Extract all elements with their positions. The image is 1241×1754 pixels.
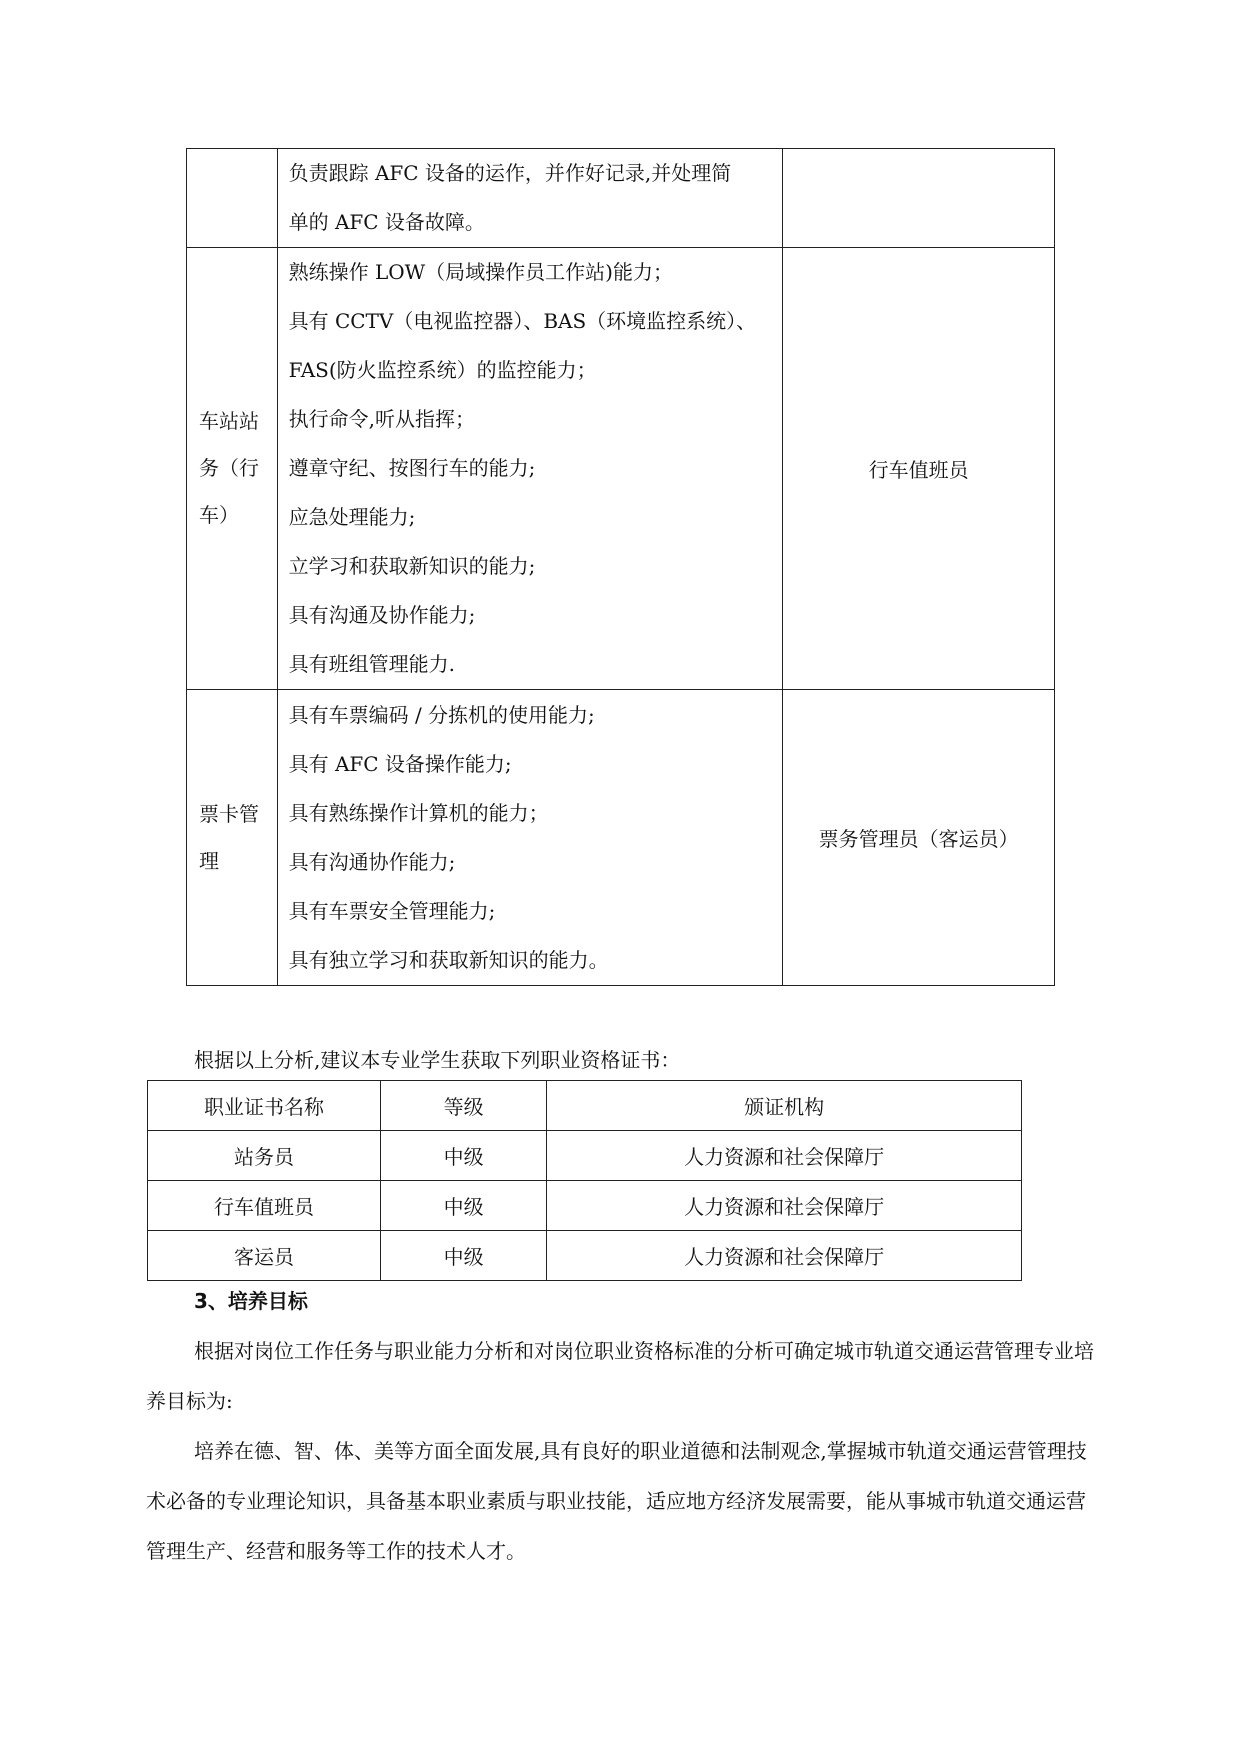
ability-line: 具有 AFC 设备操作能力; [288,751,512,776]
ability-line: 具有 CCTV（电视监控器）、BAS（环境监控系统）、 [288,309,757,333]
ability-line: 具有沟通协作能力; [288,849,456,874]
ability-line: 负责跟踪 AFC 设备的运作，并作好记录,并处理简 [288,161,732,185]
ability-line: 具有车票编码 / 分拣机的使用能力; [288,702,595,727]
ability-line: 执行命令,听从指挥； [288,407,475,431]
job-title: 票务管理员（客运员） [818,827,1019,851]
ability-line: 立学习和获取新知识的能力; [288,554,536,578]
ability-line: 具有班组管理能力. [288,652,455,676]
table-row [187,248,1055,690]
table-row [187,690,1055,986]
table-cell: 站务员 [148,1131,381,1181]
ability-line: 具有熟练操作计算机的能力； [288,800,549,825]
table-row [148,1131,1022,1181]
table-row [148,1231,1022,1281]
section-heading: 3、培养目标 [194,1289,308,1313]
table-cell: 人力资源和社会保障厅 [547,1181,1022,1231]
table-row [187,149,1055,248]
certificate-table [147,1080,1022,1281]
ability-line: 具有车票安全管理能力; [288,898,496,923]
category-cell [187,248,278,690]
table-cell: 人力资源和社会保障厅 [547,1131,1022,1181]
ability-cell [277,690,783,986]
ability-cell [277,248,783,690]
ability-line: 单的 AFC 设备故障。 [288,210,485,234]
job-cell [783,149,1055,248]
category-text: 车站站务（行车） [199,409,259,527]
category-cell [187,690,278,986]
column-header: 颁证机构 [547,1081,1022,1131]
table-header-row [148,1081,1022,1131]
job-ability-table [186,148,1055,986]
intro-paragraph: 根据以上分析,建议本专业学生获取下列职业资格证书： [194,1048,681,1072]
job-title: 行车值班员 [868,458,969,482]
ability-line: 具有独立学习和获取新知识的能力。 [288,947,609,972]
ability-line: FAS(防火监控系统）的监控能力； [288,358,597,382]
ability-line: 应急处理能力; [288,505,416,529]
ability-line: 熟练操作 LOW（局域操作员工作站)能力； [288,260,673,284]
table-row [148,1181,1022,1231]
table-cell: 中级 [380,1131,546,1181]
category-cell [187,149,278,248]
body-paragraph: 根据对岗位工作任务与职业能力分析和对岗位职业资格标准的分析可确定城市轨道交通运营管理专业培养目标为: [146,1339,1094,1413]
job-cell [783,690,1055,986]
body-paragraph: 培养在德、智、体、美等方面全面发展,具有良好的职业道德和法制观念,掌握城市轨道交通运营管理技术必备的专业理论知识，具备基本职业素质与职业技能，适应地方经济发展需要，能从事城市轨道交通运营管理生产、经营和服务等工作的技术人才。 [146,1439,1087,1563]
ability-line: 具有沟通及协作能力; [288,603,476,627]
column-header: 职业证书名称 [148,1081,381,1131]
table-cell: 行车值班员 [148,1181,381,1231]
table-cell: 中级 [380,1231,546,1281]
table-cell: 中级 [380,1181,546,1231]
category-text: 票卡管理 [199,801,259,873]
ability-cell [277,149,783,248]
job-cell [783,248,1055,690]
column-header: 等级 [380,1081,546,1131]
table-cell: 客运员 [148,1231,381,1281]
table-cell: 人力资源和社会保障厅 [547,1231,1022,1281]
ability-line: 遵章守纪、按图行车的能力; [288,456,536,480]
